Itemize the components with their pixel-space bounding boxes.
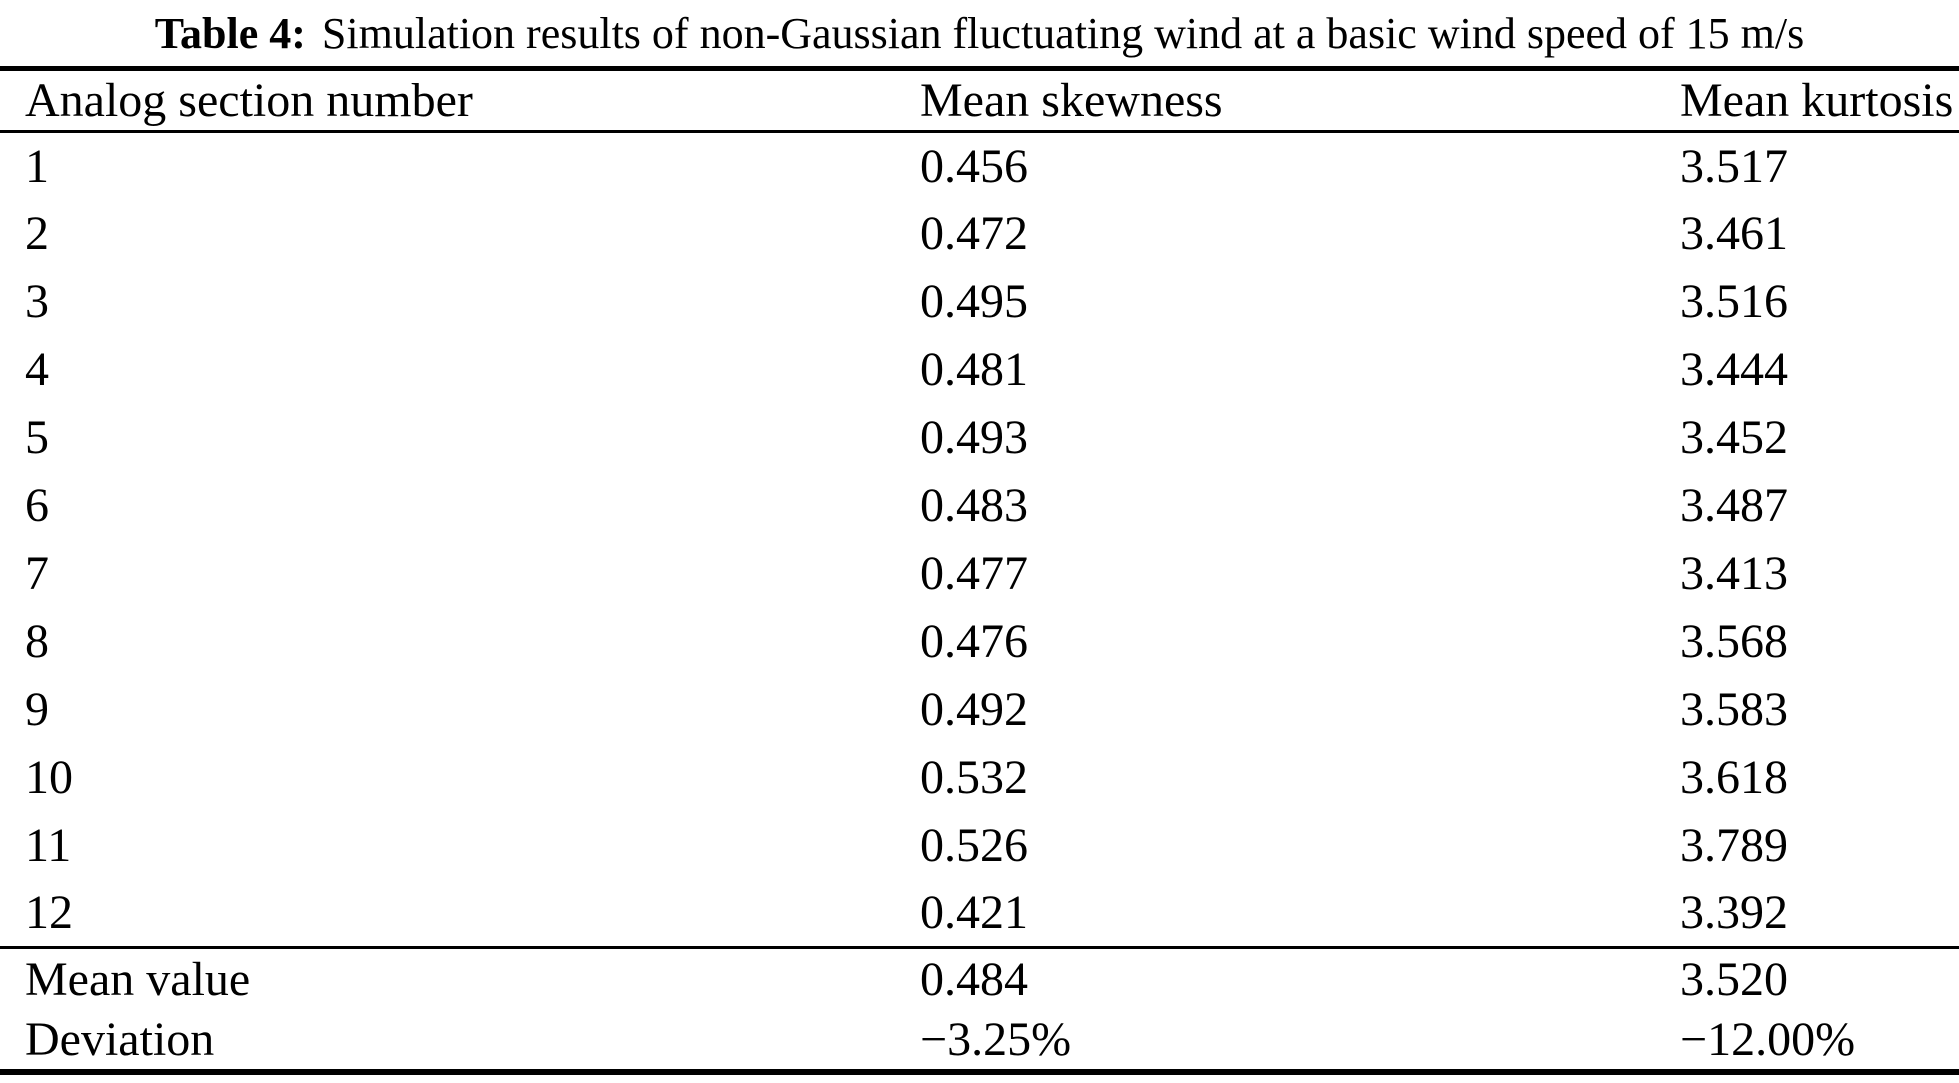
section-cell: 2 — [25, 207, 49, 260]
table-row — [0, 336, 1959, 404]
skewness-cell: 0.477 — [920, 547, 1028, 600]
section-cell: 6 — [25, 479, 49, 532]
kurtosis-cell: 3.392 — [1680, 886, 1788, 940]
header-row — [0, 69, 1959, 132]
skewness-cell: 0.483 — [920, 479, 1028, 532]
skewness-cell: 0.493 — [920, 411, 1028, 464]
table-row — [0, 608, 1959, 676]
section-cell: 4 — [25, 343, 49, 396]
table-row — [0, 472, 1959, 540]
table-row — [0, 404, 1959, 472]
section-cell: 12 — [25, 886, 73, 940]
skewness-cell: 0.492 — [920, 683, 1028, 736]
table-caption-text: Simulation results of non-Gaussian fluctuating wind at a basic wind speed of 15 m/s — [321, 9, 1805, 58]
section-cell: 9 — [25, 683, 49, 736]
table-row — [0, 880, 1959, 948]
kurtosis-cell: 3.516 — [1680, 275, 1788, 328]
section-cell: 7 — [25, 547, 49, 600]
kurtosis-cell: 3.452 — [1680, 411, 1788, 464]
kurtosis-cell: 3.444 — [1680, 343, 1788, 396]
results-table — [0, 66, 1959, 1075]
section-cell: 1 — [25, 139, 49, 193]
section-cell: Deviation — [25, 1012, 215, 1066]
skewness-cell: 0.484 — [920, 952, 1028, 1006]
kurtosis-cell: 3.517 — [1680, 139, 1788, 193]
skewness-cell: 0.476 — [920, 615, 1028, 668]
skewness-cell: 0.532 — [920, 751, 1028, 804]
table-row — [0, 200, 1959, 268]
table-body — [0, 132, 1959, 948]
table-row — [0, 948, 1959, 1010]
table-header — [0, 69, 1959, 132]
skewness-cell: 0.421 — [920, 886, 1028, 940]
kurtosis-cell: 3.461 — [1680, 207, 1788, 260]
skewness-cell: 0.495 — [920, 275, 1028, 328]
kurtosis-cell: 3.520 — [1680, 952, 1788, 1006]
kurtosis-cell: 3.413 — [1680, 547, 1788, 600]
kurtosis-cell: 3.618 — [1680, 751, 1788, 804]
section-cell: 11 — [25, 819, 72, 872]
section-cell: 10 — [25, 751, 73, 804]
section-cell: 3 — [25, 275, 49, 328]
skewness-cell: 0.472 — [920, 207, 1028, 260]
kurtosis-cell: 3.487 — [1680, 479, 1788, 532]
table-row — [0, 812, 1959, 880]
kurtosis-cell: 3.789 — [1680, 819, 1788, 872]
column-header-section: Analog section number — [25, 74, 473, 127]
table-row — [0, 268, 1959, 336]
skewness-cell: 0.456 — [920, 139, 1028, 193]
table-summary-body — [0, 948, 1959, 1072]
table-caption — [0, 0, 1959, 66]
table-row — [0, 676, 1959, 744]
table-caption-label: Table 4: — [154, 9, 306, 58]
table-row — [0, 1010, 1959, 1072]
kurtosis-cell: 3.568 — [1680, 615, 1788, 668]
skewness-cell: 0.481 — [920, 343, 1028, 396]
column-header-skewness: Mean skewness — [920, 74, 1223, 127]
section-cell: 5 — [25, 411, 49, 464]
table-row — [0, 540, 1959, 608]
section-cell: 8 — [25, 615, 49, 668]
kurtosis-cell: 3.583 — [1680, 683, 1788, 736]
skewness-cell: −3.25% — [920, 1012, 1072, 1066]
skewness-cell: 0.526 — [920, 819, 1028, 872]
table-row — [0, 744, 1959, 812]
table-row — [0, 132, 1959, 200]
section-cell: Mean value — [25, 952, 251, 1006]
column-header-kurtosis: Mean kurtosis — [1680, 74, 1954, 127]
kurtosis-cell: −12.00% — [1680, 1012, 1856, 1066]
